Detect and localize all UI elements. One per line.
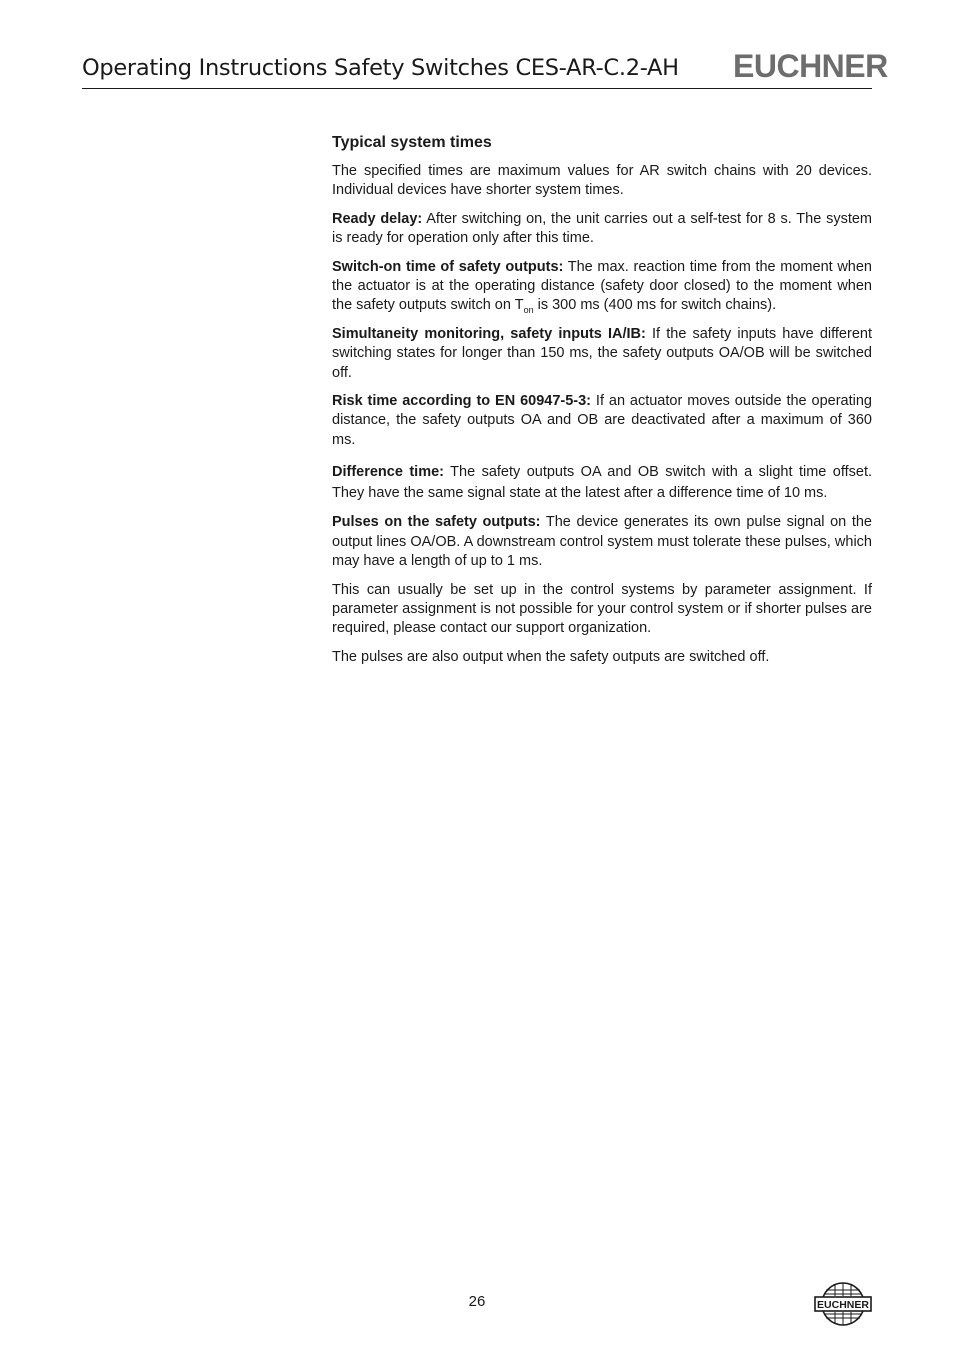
parameter-note-paragraph: This can usually be set up in the control systems by parameter assignment. If parameter assignment is not possible for your control system or if shorter pulses are required, please contact our support organization. <box>332 581 872 637</box>
page-number: 26 <box>468 1293 486 1310</box>
ready-delay-text: After switching on, the unit carries out a self-test for 8 s. The system is ready for operation only after this time. <box>332 210 872 247</box>
footer-logo-text: EUCHNER <box>817 1299 869 1311</box>
header-divider <box>82 88 872 89</box>
simultaneity-label: Simultaneity monitoring, safety inputs IA/IB: <box>332 325 646 342</box>
ready-delay-label: Ready delay: <box>332 210 423 227</box>
pulses-off-note-paragraph: The pulses are also output when the safety outputs are switched off. <box>332 648 770 665</box>
switch-on-time-label: Switch-on time of safety outputs: <box>332 258 564 275</box>
difference-time-label: Difference time: <box>332 464 444 481</box>
difference-time-paragraph <box>332 462 872 504</box>
ready-delay-paragraph <box>332 210 872 249</box>
pulses-paragraph <box>332 513 872 571</box>
risk-time-text: If an actuator moves outside the operating distance, the safety outputs OA and OB are deactivated after a maximum of 360 ms. <box>332 393 872 448</box>
brand-logo: EUCHNER <box>733 48 888 84</box>
main-content <box>332 133 872 676</box>
section-heading: Typical system times <box>332 134 492 151</box>
euchner-footer-logo <box>814 1280 872 1328</box>
switch-on-time-paragraph <box>332 258 872 316</box>
switch-on-time-text: The max. reaction time from the moment when the actuator is at the operating distance (safety door closed) to the moment when the safety outputs switch on T <box>332 258 872 314</box>
pulses-text: The device generates its own pulse signal on the output lines OA/OB. A downstream control system must tolerate these pulses, which may have a length of up to 1 ms. <box>332 514 872 570</box>
pulses-label: Pulses on the safety outputs: <box>332 514 541 531</box>
simultaneity-paragraph <box>332 325 872 383</box>
intro-paragraph: The specified times are maximum values for AR switch chains with 20 devices. Individual devices have shorter system times. <box>332 163 872 199</box>
t-on-subscript: on <box>523 305 534 316</box>
difference-time-text: The safety outputs OA and OB switch with a slight time offset. They have the same signal state at the latest after a difference time of 10 ms. <box>332 464 873 502</box>
risk-time-paragraph <box>332 392 872 450</box>
risk-time-label: Risk time according to EN 60947-5-3: <box>332 393 592 410</box>
switch-on-time-text-end: is 300 ms (400 ms for switch chains). <box>533 297 777 314</box>
page-title: Operating Instructions Safety Switches CES-AR-C.2-AH <box>82 55 679 81</box>
simultaneity-text: If the safety inputs have different switching states for longer than 150 ms, the safety outputs OA/OB will be switched off. <box>332 325 872 381</box>
